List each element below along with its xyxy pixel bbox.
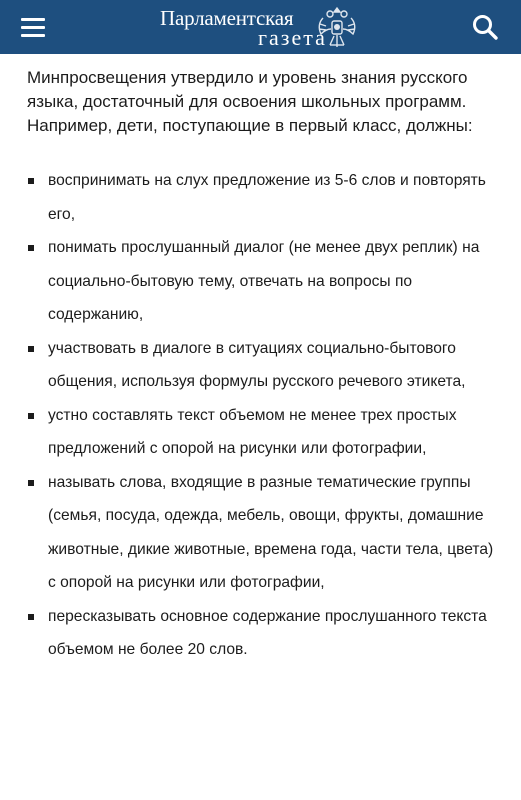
article-body — [27, 66, 502, 667]
article-intro: Минпросвещения утвердило и уровень знания русского языка, достаточный для освоения школьных программ. Например, дети, поступающие в первый класс, должны: — [27, 68, 473, 135]
bullet-icon — [28, 614, 34, 620]
bullet-icon — [28, 245, 34, 251]
list-item-text: устно составлять текст объемом не менее трех простых предложений с опорой на рисунки или фотографии, — [48, 406, 457, 457]
list-item — [27, 466, 502, 600]
bullet-icon — [28, 413, 34, 419]
double-headed-eagle-icon — [315, 4, 359, 50]
list-item-text: воспринимать на слух предложение из 5-6 слов и повторять его, — [48, 172, 486, 223]
list-item-text: участвовать в диалоге в ситуациях социально-бытового общения, используя формулы русского речевого этикета, — [48, 339, 466, 390]
bullet-icon — [28, 346, 34, 352]
list-item — [27, 231, 502, 332]
logo-text-parlamentskaya: Парламентская — [160, 6, 294, 30]
list-item — [27, 332, 502, 399]
search-icon[interactable] — [471, 13, 499, 41]
list-item-text: называть слова, входящие в разные тематические группы (семья, посуда, одежда, мебель, овощи, фрукты, домашние животные, дикие животные, времена года, части тела, цвета) с опорой на рисунки или фотографии, — [48, 473, 494, 591]
list-item-text: пересказывать основное содержание прослушанного текста объемом не более 20 слов. — [48, 607, 487, 658]
list-item — [27, 164, 502, 231]
list-item-text: понимать прослушанный диалог (не менее двух реплик) на социально-бытовую тему, отвечать на вопросы по содержанию, — [48, 239, 480, 323]
list-item — [27, 399, 502, 466]
list-item — [27, 600, 502, 667]
logo-text-gazeta: газета — [258, 25, 327, 50]
hamburger-menu-icon[interactable] — [21, 16, 47, 38]
site-header — [0, 0, 521, 54]
bullet-icon — [28, 178, 34, 184]
site-logo[interactable] — [160, 4, 360, 50]
bullet-icon — [28, 480, 34, 486]
requirements-list — [27, 164, 502, 667]
